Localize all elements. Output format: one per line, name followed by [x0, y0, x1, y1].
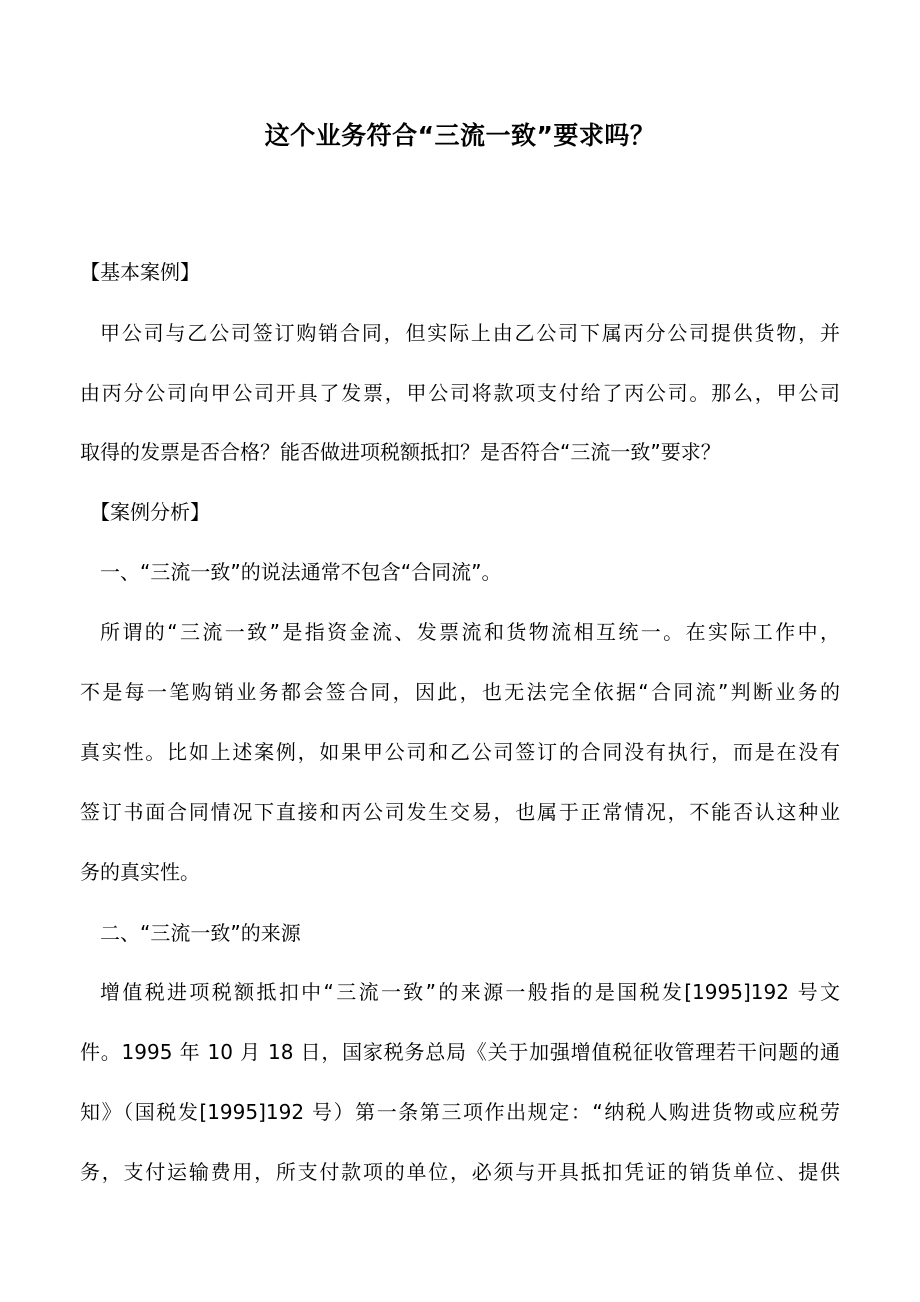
subheading-two: 二、“三流一致”的来源 [100, 921, 301, 945]
paragraph-line: 由丙分公司向甲公司开具了发票，甲公司将款项支付给了丙公司。那么，甲公司 [80, 381, 840, 405]
section-heading-basic-case: 【基本案例】 [80, 260, 200, 284]
paragraph-line: 甲公司与乙公司签订购销合同，但实际上由乙公司下属丙分公司提供货物，并 [100, 321, 840, 345]
paragraph-line: 增值税进项税额抵扣中“三流一致”的来源一般指的是国税发[1995]192 号文 [100, 980, 840, 1004]
paragraph-line: 真实性。比如上述案例，如果甲公司和乙公司签订的合同没有执行，而是在没有 [80, 740, 840, 764]
paragraph-line: 务，支付运输费用，所支付款项的单位，必须与开具抵扣凭证的销货单位、提供 [80, 1160, 840, 1184]
paragraph-line: 取得的发票是否合格？能否做进项税额抵扣？是否符合“三流一致”要求？ [80, 440, 721, 464]
paragraph-line: 务的真实性。 [80, 860, 200, 884]
paragraph-line: 知》（国税发[1995]192 号）第一条第三项作出规定：“纳税人购进货物或应税劳 [80, 1100, 840, 1124]
subheading-one: 一、“三流一致”的说法通常不包含“合同流”。 [100, 560, 502, 584]
paragraph-line: 签订书面合同情况下直接和丙公司发生交易，也属于正常情况，不能否认这种业 [80, 800, 840, 824]
paragraph-line: 所谓的“三流一致”是指资金流、发票流和货物流相互统一。在实际工作中， [100, 620, 840, 644]
paragraph-line: 不是每一笔购销业务都会签合同，因此，也无法完全依据“合同流”判断业务的 [80, 680, 840, 704]
document-title: 这个业务符合“三流一致”要求吗？ [264, 121, 656, 150]
paragraph-line: 件。1995 年 10 月 18 日，国家税务总局《关于加强增值税征收管理若干问题的通 [80, 1040, 840, 1064]
section-heading-case-analysis: 【案例分析】 [90, 500, 210, 524]
